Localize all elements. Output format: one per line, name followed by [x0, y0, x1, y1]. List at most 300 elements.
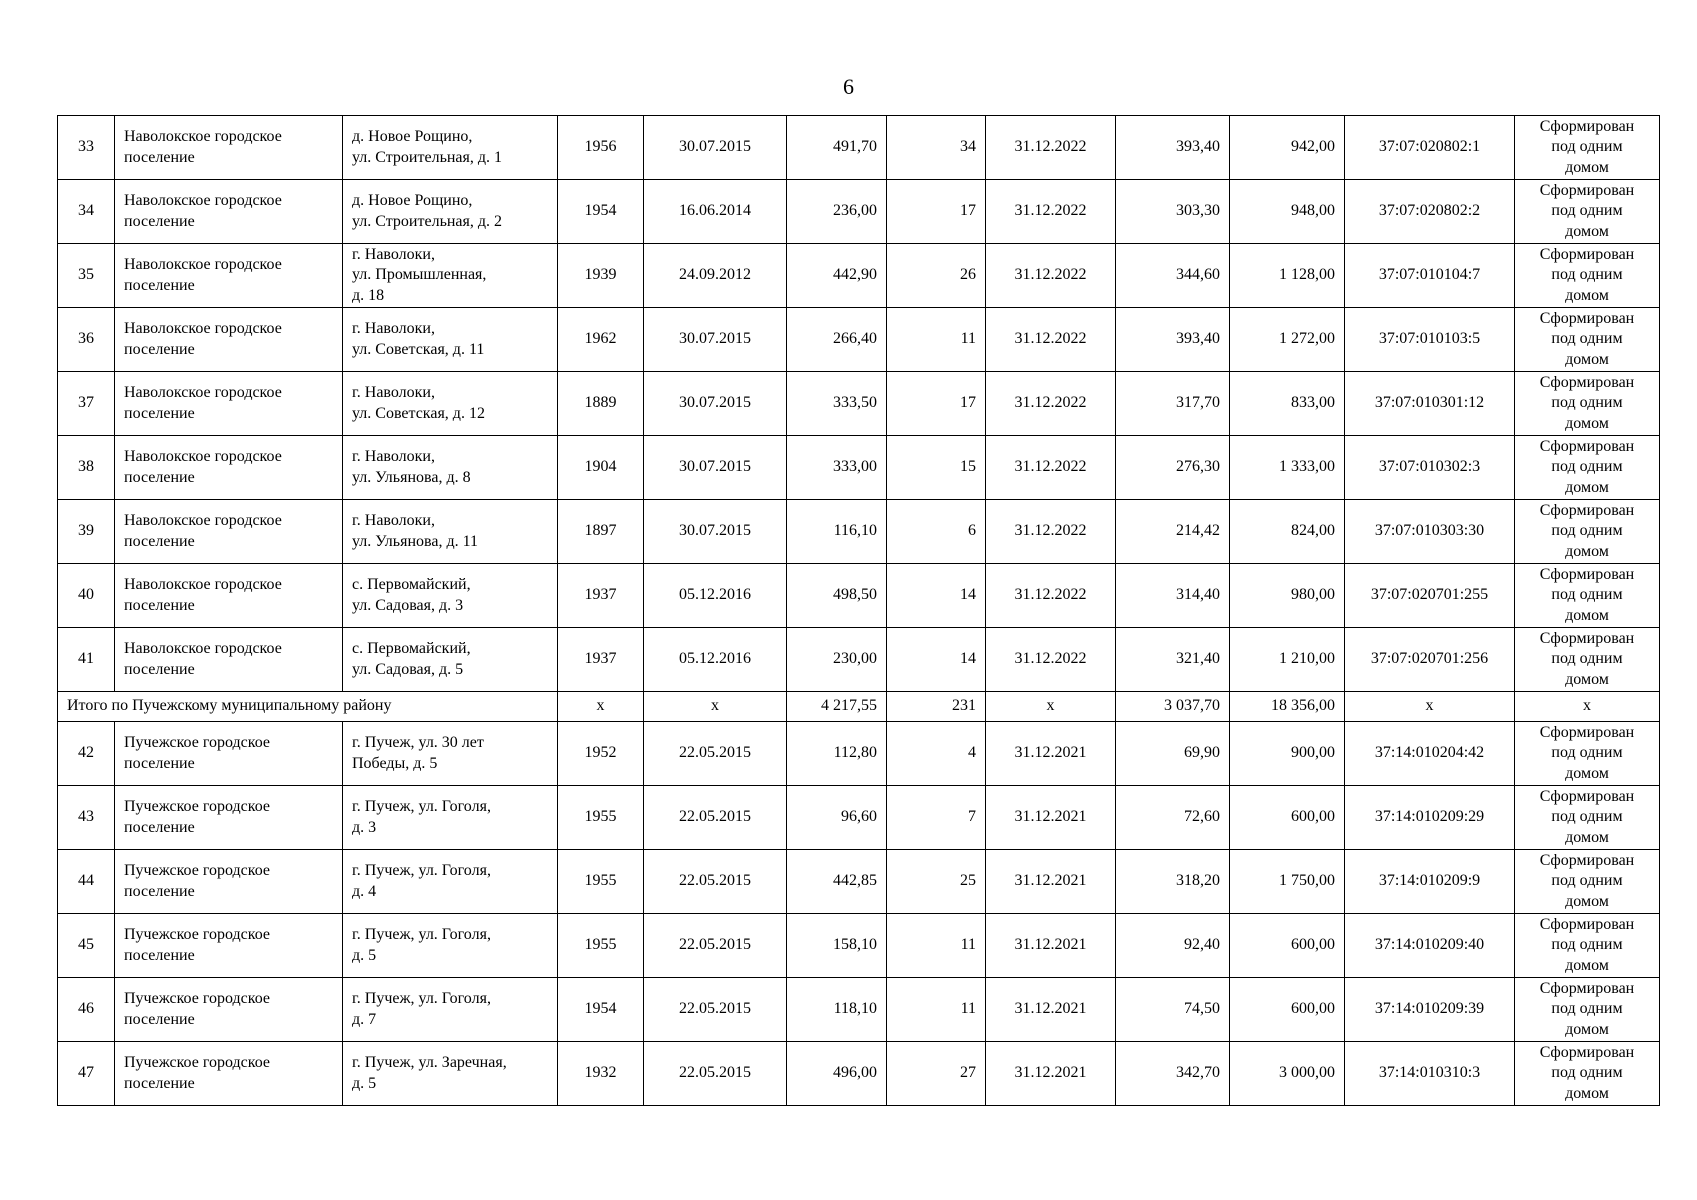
- settlement-name-line: Наволокское городское: [124, 576, 282, 593]
- row-number: 47: [58, 1042, 115, 1106]
- address-line: с. Первомайский,: [352, 640, 471, 657]
- land-area: 1 210,00: [1230, 628, 1345, 692]
- resettlement-deadline: 31.12.2022: [986, 372, 1116, 436]
- table-row: [58, 372, 1660, 436]
- address: [343, 1042, 558, 1106]
- living-area: 72,60: [1116, 786, 1230, 850]
- house-area: 491,70: [787, 116, 887, 180]
- build-year: 1955: [558, 850, 644, 914]
- land-status-line: Сформирован: [1539, 723, 1635, 741]
- living-area: 314,40: [1116, 564, 1230, 628]
- total-deadline: х: [986, 692, 1116, 722]
- house-area: 158,10: [787, 914, 887, 978]
- land-status: [1515, 850, 1660, 914]
- cadastral-number: 37:07:010103:5: [1345, 308, 1515, 372]
- settlement-name-line: поселение: [124, 882, 195, 900]
- build-year: 1939: [558, 244, 644, 308]
- address-line: ул. Ульянова, д. 11: [352, 532, 478, 550]
- house-area: 230,00: [787, 628, 887, 692]
- residents-count: 17: [887, 372, 986, 436]
- living-area: 317,70: [1116, 372, 1230, 436]
- address-line: г. Наволоки,: [352, 448, 435, 465]
- address: [343, 500, 558, 564]
- settlement-name: [115, 372, 343, 436]
- settlement-name-line: поселение: [124, 818, 195, 836]
- land-status-line: домом: [1565, 414, 1609, 432]
- build-year: 1889: [558, 372, 644, 436]
- house-area: 266,40: [787, 308, 887, 372]
- address-line: г. Наволоки,: [352, 245, 435, 263]
- land-status-line: Сформирован: [1539, 915, 1635, 933]
- settlement-name: [115, 500, 343, 564]
- resettlement-deadline: 31.12.2021: [986, 850, 1116, 914]
- build-year: 1897: [558, 500, 644, 564]
- total-label: Итого по Пучежскому муниципальному району: [58, 692, 558, 722]
- settlement-name-line: Наволокское городское: [124, 256, 282, 273]
- address-line: д. Новое Рощино,: [352, 128, 473, 145]
- table-row: [58, 500, 1660, 564]
- table-row: [58, 180, 1660, 244]
- land-status-line: домом: [1565, 158, 1609, 176]
- total-land: 18 356,00: [1230, 692, 1345, 722]
- settlement-name-line: Пучежское городское: [124, 734, 271, 751]
- cadastral-number: 37:07:010302:3: [1345, 436, 1515, 500]
- recognition-date: 22.05.2015: [644, 850, 787, 914]
- address-line: г. Пучеж, ул. Заречная,: [352, 1054, 507, 1071]
- settlement-name-line: поселение: [124, 1074, 195, 1092]
- living-area: 342,70: [1116, 1042, 1230, 1106]
- address-line: д. 3: [352, 818, 377, 836]
- land-area: 1 128,00: [1230, 244, 1345, 308]
- settlement-name-line: Наволокское городское: [124, 512, 282, 529]
- settlement-name-line: поселение: [124, 148, 195, 166]
- settlement-name-line: поселение: [124, 660, 195, 678]
- address-line: г. Пучеж, ул. Гоголя,: [352, 798, 491, 815]
- cadastral-number: 37:14:010204:42: [1345, 722, 1515, 786]
- residents-count: 27: [887, 1042, 986, 1106]
- living-area: 74,50: [1116, 978, 1230, 1042]
- address-line: ул. Промышленная,: [352, 266, 487, 284]
- land-area: 824,00: [1230, 500, 1345, 564]
- recognition-date: 30.07.2015: [644, 308, 787, 372]
- table-row: [58, 628, 1660, 692]
- settlement-name-line: поселение: [124, 754, 195, 772]
- residents-count: 11: [887, 978, 986, 1042]
- cadastral-number: 37:14:010209:39: [1345, 978, 1515, 1042]
- address-line: ул. Садовая, д. 5: [352, 660, 464, 678]
- residents-count: 11: [887, 308, 986, 372]
- settlement-name-line: поселение: [124, 212, 195, 230]
- resettlement-deadline: 31.12.2021: [986, 722, 1116, 786]
- settlement-name-line: поселение: [124, 276, 195, 294]
- build-year: 1932: [558, 1042, 644, 1106]
- table-row: [58, 914, 1660, 978]
- house-area: 236,00: [787, 180, 887, 244]
- land-status: [1515, 914, 1660, 978]
- row-number: 40: [58, 564, 115, 628]
- address: [343, 850, 558, 914]
- land-status-line: домом: [1565, 670, 1609, 688]
- row-number: 44: [58, 850, 115, 914]
- cadastral-number: 37:07:020701:256: [1345, 628, 1515, 692]
- settlement-name-line: Наволокское городское: [124, 320, 282, 337]
- address-line: г. Наволоки,: [352, 320, 435, 337]
- address-line: д. 18: [352, 286, 385, 304]
- house-area: 442,90: [787, 244, 887, 308]
- land-status-line: домом: [1565, 956, 1609, 974]
- recognition-date: 30.07.2015: [644, 436, 787, 500]
- cadastral-number: 37:07:010104:7: [1345, 244, 1515, 308]
- land-status: [1515, 722, 1660, 786]
- land-area: 833,00: [1230, 372, 1345, 436]
- land-status: [1515, 372, 1660, 436]
- residents-count: 26: [887, 244, 986, 308]
- address-line: ул. Советская, д. 11: [352, 340, 485, 358]
- address-line: г. Пучеж, ул. Гоголя,: [352, 862, 491, 879]
- build-year: 1904: [558, 436, 644, 500]
- land-status-line: под одним: [1551, 522, 1623, 540]
- house-area: 498,50: [787, 564, 887, 628]
- resettlement-deadline: 31.12.2022: [986, 564, 1116, 628]
- row-number: 36: [58, 308, 115, 372]
- land-status: [1515, 244, 1660, 308]
- address: [343, 372, 558, 436]
- address-line: с. Первомайский,: [352, 576, 471, 593]
- total-row: [58, 692, 1660, 722]
- resettlement-deadline: 31.12.2022: [986, 436, 1116, 500]
- living-area: 344,60: [1116, 244, 1230, 308]
- land-status-line: Сформирован: [1539, 629, 1635, 647]
- address-line: д. 7: [352, 1010, 377, 1028]
- row-number: 38: [58, 436, 115, 500]
- land-status-line: Сформирован: [1539, 565, 1635, 583]
- land-status-line: под одним: [1551, 744, 1623, 762]
- table-row: [58, 850, 1660, 914]
- settlement-name: [115, 628, 343, 692]
- settlement-name-line: Пучежское городское: [124, 990, 271, 1007]
- table-row: [58, 978, 1660, 1042]
- table-row: [58, 244, 1660, 308]
- land-status-line: под одним: [1551, 202, 1623, 220]
- address: [343, 722, 558, 786]
- address-line: г. Наволоки,: [352, 384, 435, 401]
- land-status: [1515, 116, 1660, 180]
- living-area: 69,90: [1116, 722, 1230, 786]
- land-status-line: Сформирован: [1539, 851, 1635, 869]
- settlement-name: [115, 244, 343, 308]
- settlement-name-line: поселение: [124, 340, 195, 358]
- cadastral-number: 37:14:010209:9: [1345, 850, 1515, 914]
- land-status-line: под одним: [1551, 1064, 1623, 1082]
- land-status: [1515, 564, 1660, 628]
- land-status-line: домом: [1565, 892, 1609, 910]
- build-year: 1962: [558, 308, 644, 372]
- resettlement-deadline: 31.12.2022: [986, 308, 1116, 372]
- address: [343, 628, 558, 692]
- living-area: 276,30: [1116, 436, 1230, 500]
- page-number: 6: [843, 74, 854, 99]
- settlement-name-line: Пучежское городское: [124, 862, 271, 879]
- total-year: х: [558, 692, 644, 722]
- settlement-name: [115, 850, 343, 914]
- recognition-date: 05.12.2016: [644, 628, 787, 692]
- row-number: 37: [58, 372, 115, 436]
- land-status-line: домом: [1565, 828, 1609, 846]
- residents-count: 7: [887, 786, 986, 850]
- land-status-line: Сформирован: [1539, 979, 1635, 997]
- settlement-name-line: поселение: [124, 596, 195, 614]
- address-line: д. 5: [352, 946, 377, 964]
- settlement-name-line: Наволокское городское: [124, 192, 282, 209]
- land-status-line: домом: [1565, 222, 1609, 240]
- address: [343, 914, 558, 978]
- cadastral-number: 37:07:020802:2: [1345, 180, 1515, 244]
- land-status: [1515, 628, 1660, 692]
- address-line: ул. Советская, д. 12: [352, 404, 485, 422]
- settlement-name-line: Пучежское городское: [124, 1054, 271, 1071]
- total-residents: 231: [887, 692, 986, 722]
- land-status-line: домом: [1565, 478, 1609, 496]
- address-line: ул. Строительная, д. 1: [352, 148, 503, 166]
- resettlement-deadline: 31.12.2021: [986, 978, 1116, 1042]
- residents-count: 17: [887, 180, 986, 244]
- residents-count: 11: [887, 914, 986, 978]
- table-row: [58, 308, 1660, 372]
- land-status-line: домом: [1565, 286, 1609, 304]
- land-status-line: под одним: [1551, 458, 1623, 476]
- cadastral-number: 37:07:010301:12: [1345, 372, 1515, 436]
- land-area: 1 750,00: [1230, 850, 1345, 914]
- land-status: [1515, 1042, 1660, 1106]
- land-status: [1515, 436, 1660, 500]
- living-area: 318,20: [1116, 850, 1230, 914]
- address-line: д. Новое Рощино,: [352, 192, 473, 209]
- land-status-line: под одним: [1551, 138, 1623, 156]
- address: [343, 180, 558, 244]
- address-line: ул. Строительная, д. 2: [352, 212, 503, 230]
- residents-count: 6: [887, 500, 986, 564]
- house-area: 116,10: [787, 500, 887, 564]
- land-status-line: домом: [1565, 1084, 1609, 1102]
- row-number: 34: [58, 180, 115, 244]
- recognition-date: 30.07.2015: [644, 372, 787, 436]
- row-number: 39: [58, 500, 115, 564]
- build-year: 1956: [558, 116, 644, 180]
- land-status-line: домом: [1565, 1020, 1609, 1038]
- total-cadastral: х: [1345, 692, 1515, 722]
- land-area: 942,00: [1230, 116, 1345, 180]
- living-area: 393,40: [1116, 116, 1230, 180]
- living-area: 92,40: [1116, 914, 1230, 978]
- residents-count: 25: [887, 850, 986, 914]
- row-number: 41: [58, 628, 115, 692]
- land-status-line: Сформирован: [1539, 117, 1635, 135]
- settlement-name-line: поселение: [124, 404, 195, 422]
- table-row: [58, 786, 1660, 850]
- table-row: [58, 436, 1660, 500]
- build-year: 1955: [558, 786, 644, 850]
- land-status: [1515, 978, 1660, 1042]
- address-line: ул. Садовая, д. 3: [352, 596, 464, 614]
- recognition-date: 22.05.2015: [644, 978, 787, 1042]
- row-number: 43: [58, 786, 115, 850]
- address-line: ул. Ульянова, д. 8: [352, 468, 471, 486]
- land-status: [1515, 500, 1660, 564]
- residents-count: 14: [887, 564, 986, 628]
- house-area: 333,50: [787, 372, 887, 436]
- total-status: х: [1515, 692, 1660, 722]
- settlement-name-line: поселение: [124, 532, 195, 550]
- residents-count: 34: [887, 116, 986, 180]
- cadastral-number: 37:07:020802:1: [1345, 116, 1515, 180]
- recognition-date: 30.07.2015: [644, 116, 787, 180]
- build-year: 1937: [558, 628, 644, 692]
- settlement-name-line: поселение: [124, 468, 195, 486]
- resettlement-deadline: 31.12.2021: [986, 1042, 1116, 1106]
- settlement-name: [115, 180, 343, 244]
- land-status-line: под одним: [1551, 586, 1623, 604]
- residents-count: 4: [887, 722, 986, 786]
- settlement-name-line: Пучежское городское: [124, 798, 271, 815]
- settlement-name: [115, 786, 343, 850]
- resettlement-deadline: 31.12.2022: [986, 244, 1116, 308]
- land-status: [1515, 308, 1660, 372]
- land-status-line: под одним: [1551, 1000, 1623, 1018]
- address: [343, 786, 558, 850]
- land-area: 1 272,00: [1230, 308, 1345, 372]
- house-area: 333,00: [787, 436, 887, 500]
- house-area: 496,00: [787, 1042, 887, 1106]
- land-status: [1515, 180, 1660, 244]
- address-line: д. 5: [352, 1074, 377, 1092]
- table-row: [58, 564, 1660, 628]
- recognition-date: 24.09.2012: [644, 244, 787, 308]
- land-status: [1515, 786, 1660, 850]
- recognition-date: 05.12.2016: [644, 564, 787, 628]
- resettlement-deadline: 31.12.2022: [986, 628, 1116, 692]
- living-area: 303,30: [1116, 180, 1230, 244]
- recognition-date: 22.05.2015: [644, 722, 787, 786]
- recognition-date: 22.05.2015: [644, 914, 787, 978]
- table-row: [58, 1042, 1660, 1106]
- resettlement-deadline: 31.12.2022: [986, 116, 1116, 180]
- resettlement-deadline: 31.12.2021: [986, 914, 1116, 978]
- house-area: 96,60: [787, 786, 887, 850]
- land-status-line: под одним: [1551, 808, 1623, 826]
- row-number: 35: [58, 244, 115, 308]
- resettlement-deadline: 31.12.2022: [986, 500, 1116, 564]
- total-area2: 3 037,70: [1116, 692, 1230, 722]
- land-status-line: Сформирован: [1539, 501, 1635, 519]
- cadastral-number: 37:14:010310:3: [1345, 1042, 1515, 1106]
- land-status-line: Сформирован: [1539, 245, 1635, 263]
- housing-registry-table: [57, 115, 1660, 1106]
- settlement-name: [115, 1042, 343, 1106]
- land-area: 980,00: [1230, 564, 1345, 628]
- settlement-name-line: Пучежское городское: [124, 926, 271, 943]
- total-date: х: [644, 692, 787, 722]
- recognition-date: 22.05.2015: [644, 786, 787, 850]
- row-number: 46: [58, 978, 115, 1042]
- total-area: 4 217,55: [787, 692, 887, 722]
- settlement-name: [115, 914, 343, 978]
- land-status-line: Сформирован: [1539, 309, 1635, 327]
- house-area: 112,80: [787, 722, 887, 786]
- land-area: 600,00: [1230, 978, 1345, 1042]
- build-year: 1952: [558, 722, 644, 786]
- land-status-line: под одним: [1551, 330, 1623, 348]
- settlement-name: [115, 978, 343, 1042]
- resettlement-deadline: 31.12.2021: [986, 786, 1116, 850]
- land-status-line: Сформирован: [1539, 437, 1635, 455]
- land-status-line: под одним: [1551, 650, 1623, 668]
- address: [343, 308, 558, 372]
- address: [343, 978, 558, 1042]
- address-line: г. Пучеж, ул. Гоголя,: [352, 926, 491, 943]
- settlement-name-line: Наволокское городское: [124, 448, 282, 465]
- table-row: [58, 116, 1660, 180]
- table-row: [58, 722, 1660, 786]
- land-status-line: домом: [1565, 350, 1609, 368]
- house-area: 118,10: [787, 978, 887, 1042]
- land-area: 900,00: [1230, 722, 1345, 786]
- land-status-line: под одним: [1551, 394, 1623, 412]
- recognition-date: 30.07.2015: [644, 500, 787, 564]
- living-area: 321,40: [1116, 628, 1230, 692]
- build-year: 1954: [558, 180, 644, 244]
- address-line: г. Наволоки,: [352, 512, 435, 529]
- recognition-date: 16.06.2014: [644, 180, 787, 244]
- row-number: 33: [58, 116, 115, 180]
- build-year: 1937: [558, 564, 644, 628]
- cadastral-number: 37:07:020701:255: [1345, 564, 1515, 628]
- recognition-date: 22.05.2015: [644, 1042, 787, 1106]
- settlement-name-line: поселение: [124, 946, 195, 964]
- settlement-name: [115, 436, 343, 500]
- land-status-line: Сформирован: [1539, 181, 1635, 199]
- address: [343, 564, 558, 628]
- settlement-name: [115, 722, 343, 786]
- cadastral-number: 37:14:010209:29: [1345, 786, 1515, 850]
- land-status-line: домом: [1565, 764, 1609, 782]
- address-line: Победы, д. 5: [352, 754, 438, 772]
- living-area: 393,40: [1116, 308, 1230, 372]
- settlement-name-line: Наволокское городское: [124, 640, 282, 657]
- land-status-line: Сформирован: [1539, 787, 1635, 805]
- land-area: 948,00: [1230, 180, 1345, 244]
- settlement-name-line: Наволокское городское: [124, 128, 282, 145]
- row-number: 42: [58, 722, 115, 786]
- land-area: 3 000,00: [1230, 1042, 1345, 1106]
- land-status-line: под одним: [1551, 266, 1623, 284]
- land-status-line: Сформирован: [1539, 1043, 1635, 1061]
- residents-count: 15: [887, 436, 986, 500]
- land-status-line: Сформирован: [1539, 373, 1635, 391]
- address: [343, 116, 558, 180]
- address-line: г. Пучеж, ул. Гоголя,: [352, 990, 491, 1007]
- settlement-name-line: поселение: [124, 1010, 195, 1028]
- land-area: 600,00: [1230, 786, 1345, 850]
- land-area: 1 333,00: [1230, 436, 1345, 500]
- address: [343, 244, 558, 308]
- row-number: 45: [58, 914, 115, 978]
- land-status-line: домом: [1565, 606, 1609, 624]
- land-status-line: под одним: [1551, 936, 1623, 954]
- resettlement-deadline: 31.12.2022: [986, 180, 1116, 244]
- settlement-name: [115, 308, 343, 372]
- build-year: 1954: [558, 978, 644, 1042]
- settlement-name: [115, 564, 343, 628]
